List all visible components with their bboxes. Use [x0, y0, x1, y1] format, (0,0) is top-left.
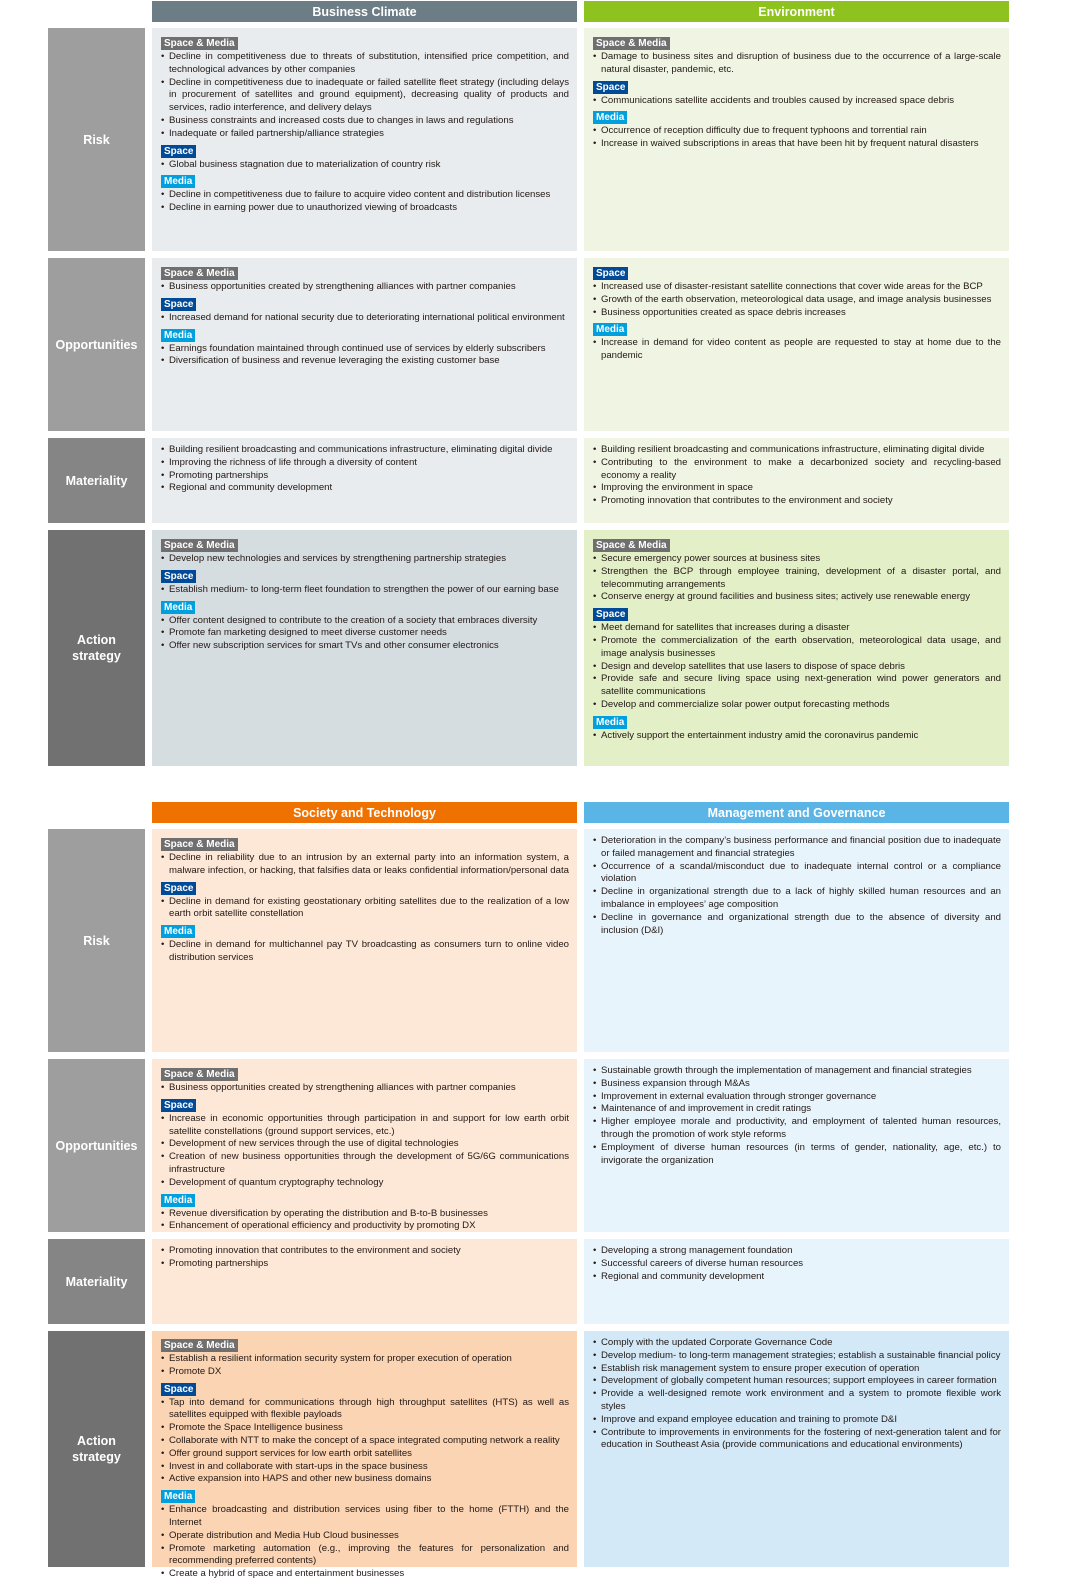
- list-item: • Promoting innovation that contributes to the environment and society: [593, 495, 1001, 508]
- society-act-space-list: [161, 1397, 569, 1487]
- list-item: • Earnings foundation maintained through continued use of services by elderly subscribers: [161, 343, 569, 356]
- tag-space: Space: [593, 267, 628, 280]
- row-label-opportunities-text: Opportunities: [55, 1138, 138, 1153]
- tag-media: Media: [161, 175, 195, 188]
- env-risk-sm-list: [593, 51, 1001, 77]
- row-label-materiality: [48, 438, 145, 523]
- business-risk-sm-list: [161, 51, 569, 141]
- tag-space-media: Space & Media: [593, 37, 670, 50]
- list-item: • Diversification of business and revenue leveraging the existing customer base: [161, 355, 569, 368]
- business-risk-media-list: [161, 189, 569, 215]
- list-item: • Business expansion through M&As: [593, 1078, 1001, 1091]
- society-risk-sm-list: [161, 852, 569, 878]
- row-label-action-line2: strategy: [72, 649, 121, 663]
- list-item: • Establish a resilient information security system for proper execution of operation: [161, 1353, 569, 1366]
- list-item: • Sustainable growth through the implementation of management and financial strategies: [593, 1065, 1001, 1078]
- business-opportunities-cell: [152, 258, 577, 431]
- list-item: • Comply with the updated Corporate Governance Code: [593, 1337, 1001, 1350]
- list-item: • Successful careers of diverse human resources: [593, 1258, 1001, 1271]
- list-item: • Decline in demand for multichannel pay TV broadcasting as consumers turn to online video distribution services: [161, 939, 569, 965]
- list-item: • Provide a well-designed remote work environment and a system to promote flexible work styles: [593, 1388, 1001, 1414]
- env-mat-list: [593, 444, 1001, 508]
- list-item: • Occurrence of a scandal/misconduct due to inadequate internal control or a compliance violation: [593, 861, 1001, 887]
- list-item: • Creation of new business opportunities through the development of 5G/6G communications infrastructure: [161, 1151, 569, 1177]
- tag-media: Media: [161, 1490, 195, 1503]
- business-opp-media-list: [161, 343, 569, 369]
- row-label-risk: [48, 829, 145, 1052]
- list-item: • Increase in economic opportunities through participation in and support for low earth orbit satellite constellations (ground support services, etc.): [161, 1113, 569, 1139]
- row-label-opportunities-text: Opportunities: [55, 337, 138, 352]
- society-act-sm-list: [161, 1353, 569, 1379]
- governance-action-cell: [584, 1331, 1009, 1567]
- list-item: • Business constraints and increased costs due to changes in laws and regulations: [161, 115, 569, 128]
- list-item: • Contributing to the environment to make a decarbonized society and recycling-based economy a reality: [593, 457, 1001, 483]
- row-label-action-strategy-text: [72, 1433, 121, 1465]
- governance-risk-cell: [584, 829, 1009, 1052]
- list-item: • Business opportunities created by strengthening alliances with partner companies: [161, 281, 569, 294]
- list-item: • Offer new subscription services for smart TVs and other consumer electronics: [161, 640, 569, 653]
- business-mat-list: [161, 444, 569, 495]
- governance-materiality-cell: [584, 1239, 1009, 1324]
- tag-space: Space: [593, 81, 628, 94]
- list-item: • Increased demand for national security due to deteriorating international political environment: [161, 312, 569, 325]
- list-item: • Tap into demand for communications through high throughput satellites (HTS) as well as satellites equipped with flexible payloads: [161, 1397, 569, 1423]
- list-item: • Communications satellite accidents and troubles caused by increased space debris: [593, 95, 1001, 108]
- list-item: • Promote fan marketing designed to meet diverse customer needs: [161, 627, 569, 640]
- list-item: • Meet demand for satellites that increases during a disaster: [593, 622, 1001, 635]
- tag-space: Space: [161, 1099, 196, 1112]
- row-label-risk: [48, 28, 145, 251]
- tag-space-media: Space & Media: [593, 539, 670, 552]
- tag-media: Media: [161, 1194, 195, 1207]
- tag-media: Media: [161, 601, 195, 614]
- tag-space: Space: [161, 145, 196, 158]
- list-item: • Collaborate with NTT to make the concept of a space integrated computing network a reality: [161, 1435, 569, 1448]
- env-opp-media-list: [593, 337, 1001, 363]
- list-item: • Actively support the entertainment industry amid the coronavirus pandemic: [593, 730, 1001, 743]
- row-label-action-strategy: [48, 530, 145, 766]
- list-item: • Regional and community development: [593, 1271, 1001, 1284]
- tag-media: Media: [161, 925, 195, 938]
- list-item: • Offer content designed to contribute to the creation of a society that embraces diversity: [161, 615, 569, 628]
- row-label-risk-text: Risk: [83, 933, 110, 948]
- tag-space-media: Space & Media: [161, 539, 238, 552]
- business-risk-cell: [152, 28, 577, 251]
- row-label-materiality-text: Materiality: [65, 1274, 128, 1289]
- business-materiality-cell: [152, 438, 577, 523]
- list-item: • Develop new technologies and services by strengthening partnership strategies: [161, 553, 569, 566]
- list-item: • Increase in demand for video content as people are requested to stay at home due to the pandemic: [593, 337, 1001, 363]
- list-item: • Inadequate or failed partnership/alliance strategies: [161, 128, 569, 141]
- row-label-action-line1: Action: [77, 1434, 116, 1448]
- list-item: • Global business stagnation due to materialization of country risk: [161, 159, 569, 172]
- business-act-sm-list: [161, 553, 569, 566]
- list-item: • Invest in and collaborate with start-ups in the space business: [161, 1461, 569, 1474]
- list-item: • Promote the commercialization of the earth observation, meteorological data usage, and image analysis businesses: [593, 635, 1001, 661]
- row-label-opportunities: [48, 1059, 145, 1232]
- list-item: • Promoting innovation that contributes to the environment and society: [161, 1245, 569, 1258]
- tag-media: Media: [593, 716, 627, 729]
- list-item: • Development of quantum cryptography technology: [161, 1177, 569, 1190]
- list-item: • Deterioration in the company’s business performance and financial position due to inadequate or failed management and financial strategies: [593, 835, 1001, 861]
- society-risk-media-list: [161, 939, 569, 965]
- env-act-sm-list: [593, 553, 1001, 604]
- row-label-opportunities: [48, 258, 145, 431]
- list-item: • Decline in reliability due to an intrusion by an external party into an information system, a malware infection, or hacking, that falsifies data or leaks confidential information/personal data: [161, 852, 569, 878]
- list-item: • Decline in earning power due to unauthorized viewing of broadcasts: [161, 202, 569, 215]
- tag-space: Space: [161, 570, 196, 583]
- list-item: • Occurrence of reception difficulty due to frequent typhoons and torrential rain: [593, 125, 1001, 138]
- list-item: • Increased use of disaster-resistant satellite connections that cover wide areas for the BCP: [593, 281, 1001, 294]
- tag-space-media: Space & Media: [161, 37, 238, 50]
- environment-materiality-cell: [584, 438, 1009, 523]
- list-item: • Enhancement of operational efficiency and productivity by promoting DX: [161, 1220, 569, 1233]
- list-item: • Develop and commercialize solar power output forecasting methods: [593, 699, 1001, 712]
- society-risk-space-list: [161, 896, 569, 922]
- list-item: • Higher employee morale and productivity, and employment of talented human resources, through the promotion of work style reforms: [593, 1116, 1001, 1142]
- header-environment: Environment: [584, 1, 1009, 22]
- society-risk-cell: [152, 829, 577, 1052]
- list-item: • Enhance broadcasting and distribution services using fiber to the home (FTTH) and the Internet: [161, 1504, 569, 1530]
- tag-space-media: Space & Media: [161, 1339, 238, 1352]
- list-item: • Promote the Space Intelligence business: [161, 1422, 569, 1435]
- society-opportunities-cell: [152, 1059, 577, 1232]
- list-item: • Business opportunities created as space debris increases: [593, 307, 1001, 320]
- list-item: • Contribute to improvements in environments for the fostering of next-generation talent and for education in Southeast Asia (provide communications and educational environments): [593, 1427, 1001, 1453]
- list-item: • Promote DX: [161, 1366, 569, 1379]
- list-item: • Provide safe and secure living space using next-generation wind power generators and satellite communications: [593, 673, 1001, 699]
- tag-media: Media: [161, 329, 195, 342]
- list-item: • Decline in organizational strength due to a lack of highly skilled human resources and an imbalance in employees’ age composition: [593, 886, 1001, 912]
- society-opp-space-list: [161, 1113, 569, 1190]
- list-item: • Increase in waived subscriptions in areas that have been hit by frequent natural disasters: [593, 138, 1001, 151]
- gov-opp-list: [593, 1065, 1001, 1167]
- tag-space-media: Space & Media: [161, 838, 238, 851]
- society-materiality-cell: [152, 1239, 577, 1324]
- header-society-technology: Society and Technology: [152, 802, 577, 823]
- business-opp-sm-list: [161, 281, 569, 294]
- list-item: • Design and develop satellites that use lasers to dispose of space debris: [593, 661, 1001, 674]
- list-item: • Maintenance of and improvement in credit ratings: [593, 1103, 1001, 1116]
- list-item: • Strengthen the BCP through employee training, development of a disaster portal, and telecommuting arrangements: [593, 566, 1001, 592]
- business-act-media-list: [161, 615, 569, 653]
- list-item: • Create a hybrid of space and entertainment businesses: [161, 1568, 569, 1581]
- environment-opportunities-cell: [584, 258, 1009, 431]
- list-item: • Decline in competitiveness due to inadequate or failed satellite fleet strategy (including delays in procurement of satellites and ground equipment), decreasing quality of products and services, radio interference, and delivery delays: [161, 77, 569, 115]
- env-act-space-list: [593, 622, 1001, 712]
- business-opp-space-list: [161, 312, 569, 325]
- tag-media: Media: [593, 323, 627, 336]
- list-item: • Revenue diversification by operating the distribution and B-to-B businesses: [161, 1208, 569, 1221]
- list-item: • Damage to business sites and disruption of business due to the occurrence of a large-scale natural disaster, pandemic, etc.: [593, 51, 1001, 77]
- environment-risk-cell: [584, 28, 1009, 251]
- list-item: • Development of new services through the use of digital technologies: [161, 1138, 569, 1151]
- tag-space: Space: [161, 882, 196, 895]
- list-item: • Development of globally competent human resources; support employees in career formation: [593, 1375, 1001, 1388]
- governance-opportunities-cell: [584, 1059, 1009, 1232]
- header-business-climate: Business Climate: [152, 1, 577, 22]
- list-item: • Develop medium- to long-term management strategies; establish a sustainable financial policy: [593, 1350, 1001, 1363]
- row-label-materiality: [48, 1239, 145, 1324]
- list-item: • Regional and community development: [161, 482, 569, 495]
- environment-action-cell: [584, 530, 1009, 766]
- society-action-cell: [152, 1331, 577, 1580]
- list-item: • Growth of the earth observation, meteorological data usage, and image analysis businesses: [593, 294, 1001, 307]
- list-item: • Operate distribution and Media Hub Cloud businesses: [161, 1530, 569, 1543]
- society-mat-list: [161, 1245, 569, 1271]
- list-item: • Offer ground support services for low earth orbit satellites: [161, 1448, 569, 1461]
- row-label-materiality-text: Materiality: [65, 473, 128, 488]
- business-act-space-list: [161, 584, 569, 597]
- list-item: • Promoting partnerships: [161, 470, 569, 483]
- list-item: • Promoting partnerships: [161, 1258, 569, 1271]
- tag-space: Space: [593, 608, 628, 621]
- business-risk-space-list: [161, 159, 569, 172]
- list-item: • Building resilient broadcasting and communications infrastructure, eliminating digital divide: [161, 444, 569, 457]
- business-action-cell: [152, 530, 577, 766]
- list-item: • Decline in governance and organizational strength due to the absence of diversity and inclusion (D&I): [593, 912, 1001, 938]
- list-item: • Developing a strong management foundation: [593, 1245, 1001, 1258]
- list-item: • Improvement in external evaluation through stronger governance: [593, 1091, 1001, 1104]
- society-act-media-list: [161, 1504, 569, 1581]
- row-label-risk-text: Risk: [83, 132, 110, 147]
- tag-space-media: Space & Media: [161, 1068, 238, 1081]
- list-item: • Business opportunities created by strengthening alliances with partner companies: [161, 1082, 569, 1095]
- header-management-governance: Management and Governance: [584, 802, 1009, 823]
- env-risk-media-list: [593, 125, 1001, 151]
- list-item: • Improving the environment in space: [593, 482, 1001, 495]
- list-item: • Building resilient broadcasting and communications infrastructure, eliminating digital divide: [593, 444, 1001, 457]
- society-opp-media-list: [161, 1208, 569, 1234]
- row-label-action-line2: strategy: [72, 1450, 121, 1464]
- tag-space: Space: [161, 298, 196, 311]
- list-item: • Conserve energy at ground facilities and business sites; actively use renewable energy: [593, 591, 1001, 604]
- list-item: • Establish medium- to long-term fleet foundation to strengthen the power of our earning base: [161, 584, 569, 597]
- tag-media: Media: [593, 111, 627, 124]
- env-act-media-list: [593, 730, 1001, 743]
- list-item: • Employment of diverse human resources (in terms of gender, nationality, age, etc.) to invigorate the organization: [593, 1142, 1001, 1168]
- gov-act-list: [593, 1337, 1001, 1452]
- list-item: • Establish risk management system to ensure proper execution of operation: [593, 1363, 1001, 1376]
- list-item: • Decline in competitiveness due to threats of substitution, intensified price competition, and technological advances by other companies: [161, 51, 569, 77]
- row-label-action-strategy-text: [72, 632, 121, 664]
- env-opp-space-list: [593, 281, 1001, 319]
- list-item: • Active expansion into HAPS and other new business domains: [161, 1473, 569, 1486]
- tag-space: Space: [161, 1383, 196, 1396]
- society-opp-sm-list: [161, 1082, 569, 1095]
- tag-space-media: Space & Media: [161, 267, 238, 280]
- gov-mat-list: [593, 1245, 1001, 1283]
- gov-risk-list: [593, 835, 1001, 937]
- list-item: • Promote marketing automation (e.g., improving the features for personalization and recommending preferred contents): [161, 1543, 569, 1569]
- list-item: • Decline in competitiveness due to failure to acquire video content and distribution licenses: [161, 189, 569, 202]
- list-item: • Secure emergency power sources at business sites: [593, 553, 1001, 566]
- list-item: • Improving the richness of life through a diversity of content: [161, 457, 569, 470]
- list-item: • Decline in demand for existing geostationary orbiting satellites due to the realization of a low earth orbit satellite constellation: [161, 896, 569, 922]
- row-label-action-strategy: [48, 1331, 145, 1567]
- env-risk-space-list: [593, 95, 1001, 108]
- list-item: • Improve and expand employee education and training to promote D&I: [593, 1414, 1001, 1427]
- row-label-action-line1: Action: [77, 633, 116, 647]
